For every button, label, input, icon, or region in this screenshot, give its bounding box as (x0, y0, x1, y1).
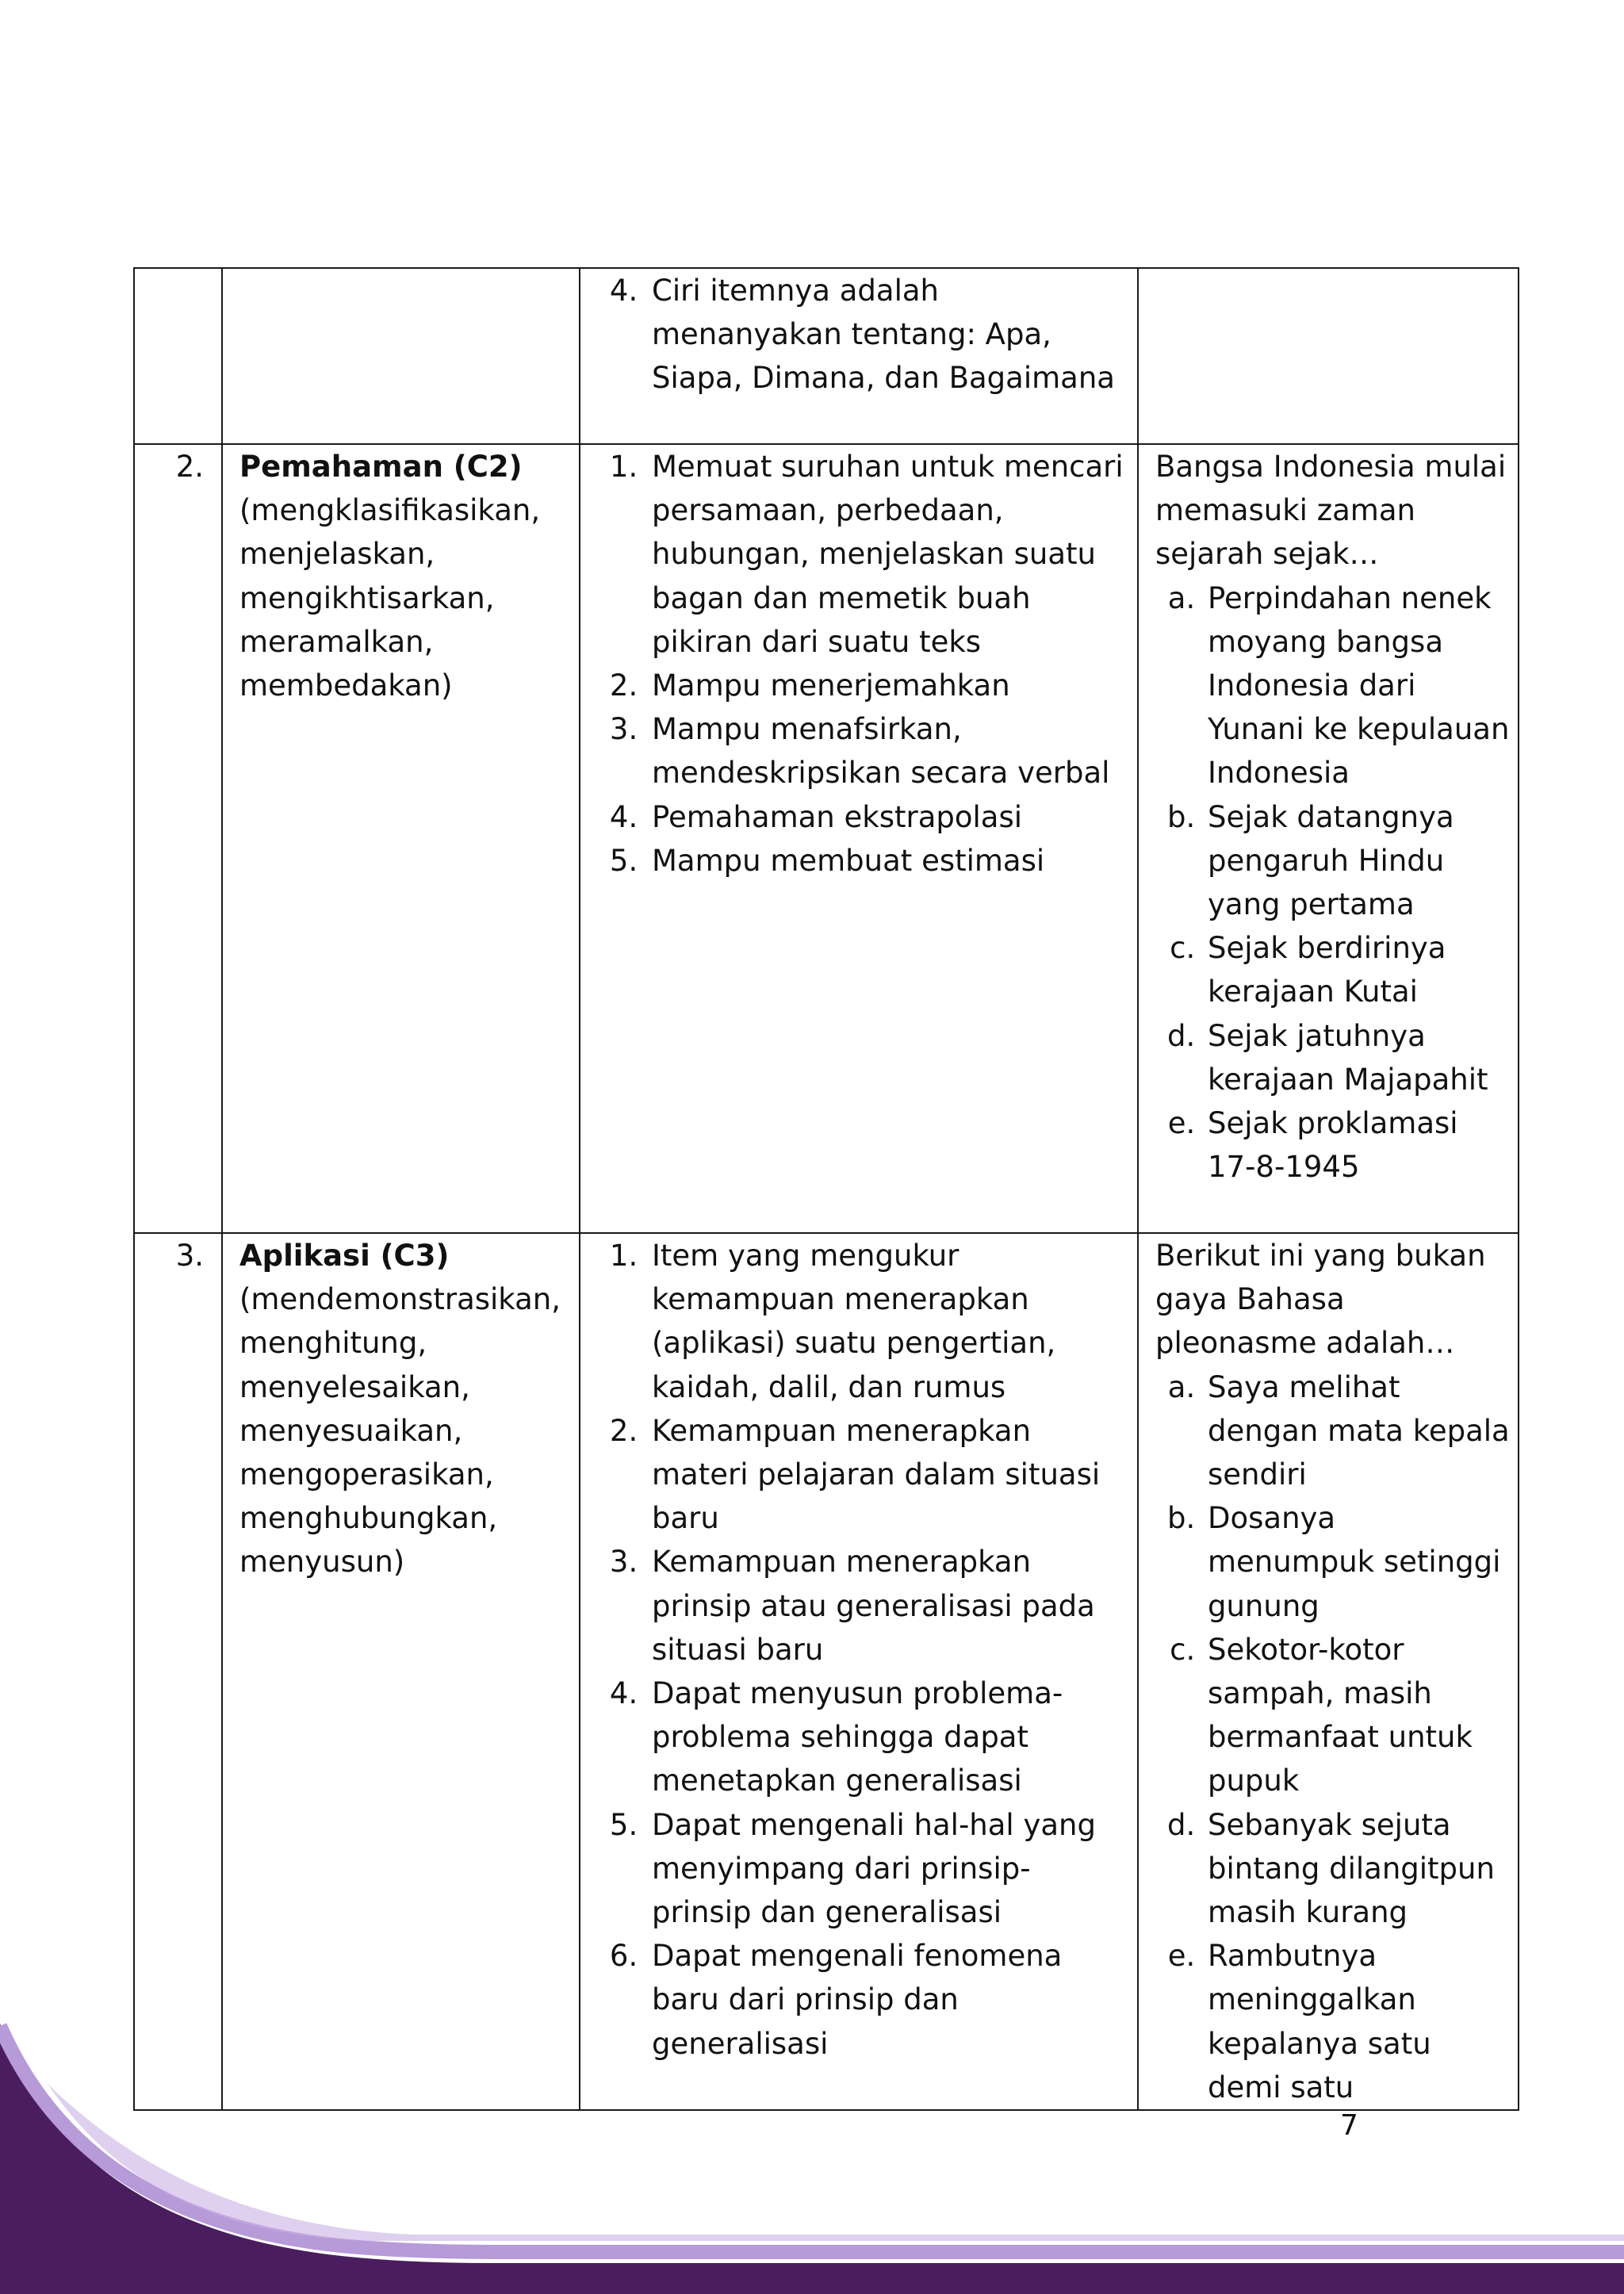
indicator-item: 4. Pemahaman ekstrapolasi (647, 795, 1129, 839)
indicator-item: 5. Mampu membuat estimasi (647, 839, 1129, 883)
cognitive-level-title: Pemahaman (C2) (239, 450, 523, 484)
answer-option: a. Saya melihat dengan mata kepala sendiri (1205, 1365, 1510, 1497)
answer-option: b. Dosanya menumpuk setinggi gunung (1205, 1496, 1510, 1628)
cognitive-level-verbs: (mengklasifikasikan, menjelaskan, mengikhtisarkan, meramalkan, membedakan) (239, 493, 541, 703)
cognitive-level-title: Aplikasi (C3) (239, 1239, 450, 1273)
indicator-item: 3. Mampu menafsirkan, mendeskripsikan secara verbal (647, 707, 1129, 795)
indicator-item: 6. Dapat mengenali fenomena baru dari prinsip dan generalisasi (647, 1934, 1129, 2066)
answer-option: c. Sekotor-kotor sampah, masih bermanfaat untuk pupuk (1205, 1628, 1510, 1803)
indicator-item: 3. Kemampuan menerapkan prinsip atau generalisasi pada situasi baru (647, 1540, 1129, 1672)
indicator-item: 1. Memuat suruhan untuk mencari persamaan, perbedaan, hubungan, menjelaskan suatu bagan dan memetik buah pikiran dari suatu teks (647, 445, 1129, 664)
indicator-item: 2. Mampu menerjemahkan (647, 664, 1129, 707)
example-question-stem: Berikut ini yang bukan gaya Bahasa pleonasme adalah… (1155, 1239, 1486, 1361)
example-question-stem: Bangsa Indonesia mulai memasuki zaman sejarah sejak… (1155, 450, 1507, 572)
cognitive-level-verbs: (mendemonstrasikan, menghitung, menyelesaikan, menyesuaikan, mengoperasikan, menghubungkan, menyusun) (239, 1282, 561, 1580)
indicator-item: 5. Dapat mengenali hal-hal yang menyimpang dari prinsip-prinsip dan generalisasi (647, 1803, 1129, 1935)
page-number: 7 (1340, 2109, 1358, 2142)
row-number: 2. (175, 450, 204, 484)
indicator-item: 2. Kemampuan menerapkan materi pelajaran dalam situasi baru (647, 1409, 1129, 1541)
answer-option: e. Rambutnya meninggalkan kepalanya satu demi satu (1205, 1934, 1510, 2109)
answer-option: d. Sejak jatuhnya kerajaan Majapahit (1205, 1014, 1510, 1101)
row-number: 3. (175, 1239, 204, 1273)
answer-option: e. Sejak proklamasi 17-8-1945 (1205, 1101, 1510, 1189)
indicator-item: 1. Item yang mengukur kemampuan menerapkan (aplikasi) suatu pengertian, kaidah, dalil, dan rumus (647, 1234, 1129, 1409)
answer-option: a. Perpindahan nenek moyang bangsa Indonesia dari Yunani ke kepulauan Indonesia (1205, 576, 1510, 795)
answer-option: d. Sebanyak sejuta bintang dilangitpun masih kurang (1205, 1803, 1510, 1935)
answer-option: c. Sejak berdirinya kerajaan Kutai (1205, 926, 1510, 1013)
swoosh-light-band (48, 2084, 1624, 2241)
indicator-item: 4. Ciri itemnya adalah menanyakan tentang: Apa, Siapa, Dimana, dan Bagaimana (647, 269, 1129, 400)
answer-option: b. Sejak datangnya pengaruh Hindu yang pertama (1205, 795, 1510, 927)
indicator-item: 4. Dapat menyusun problema-problema sehingga dapat menetapkan generalisasi (647, 1672, 1129, 1803)
